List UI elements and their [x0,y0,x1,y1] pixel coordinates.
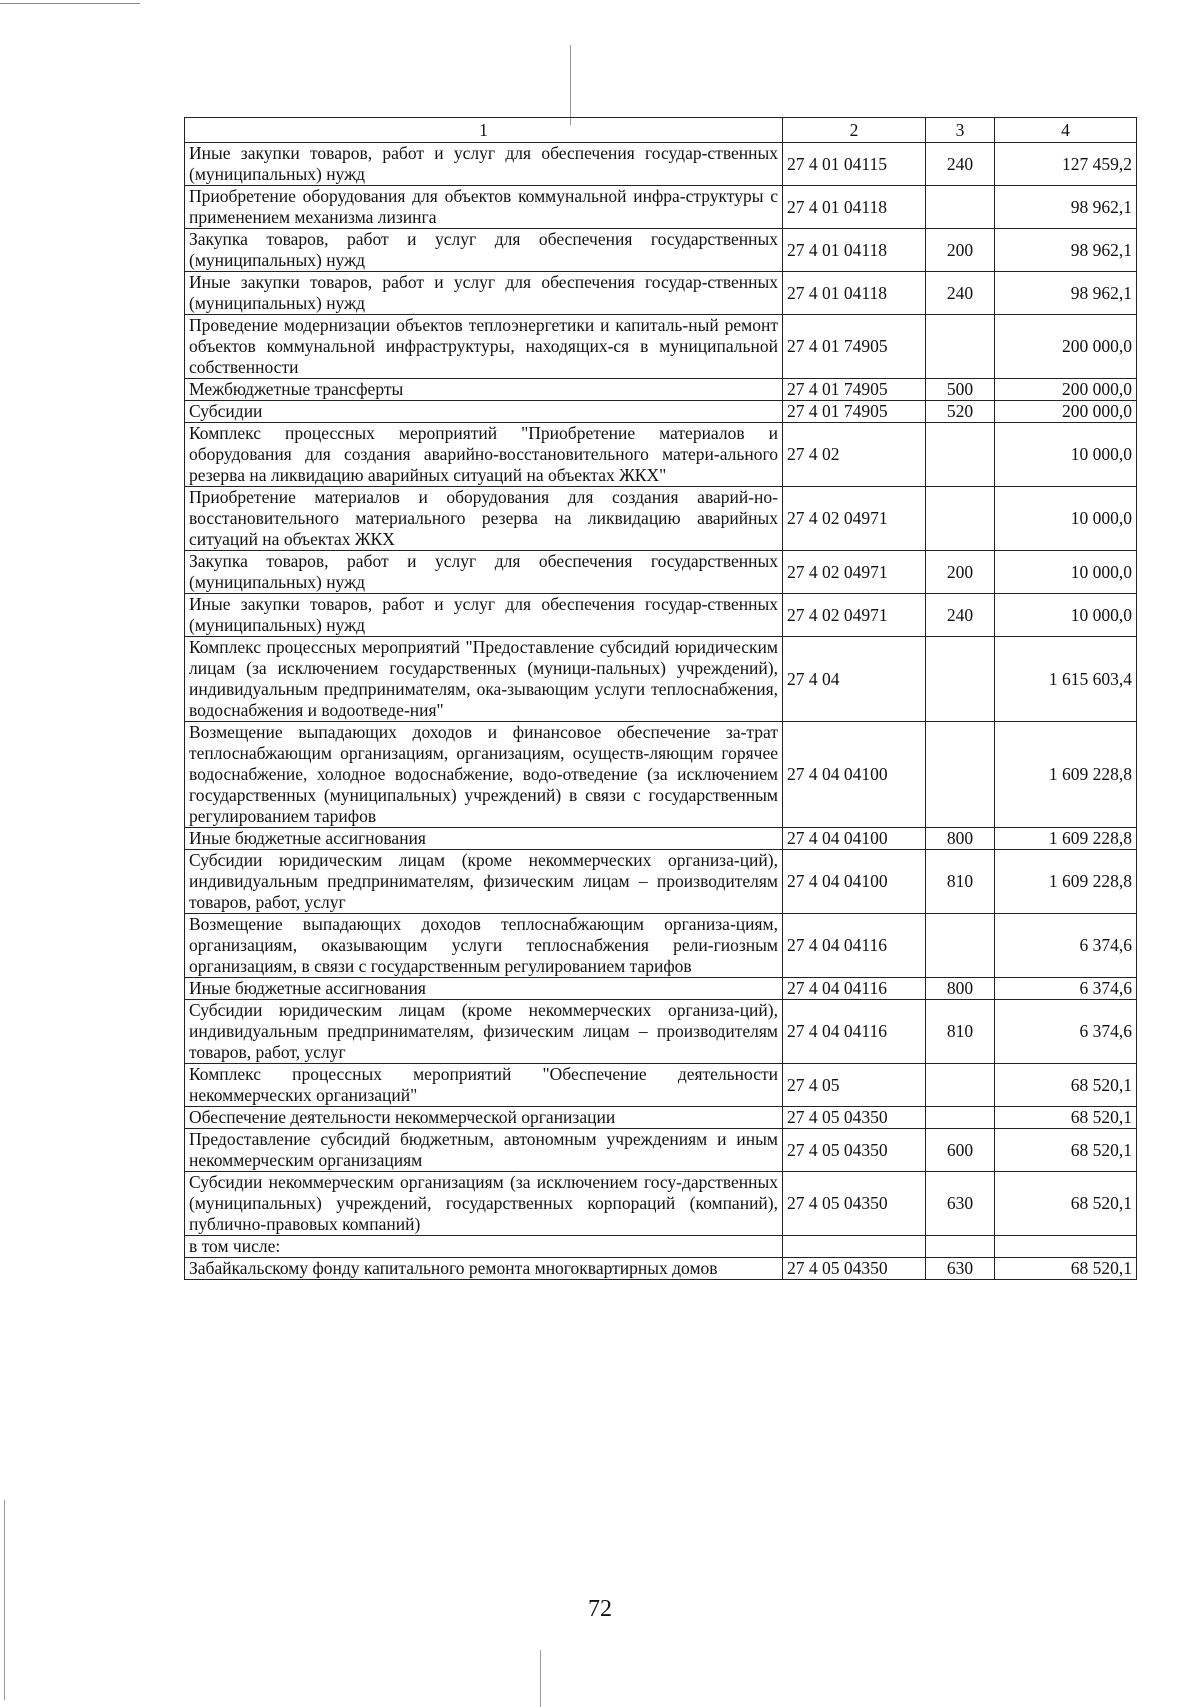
row-name-cell: Иные бюджетные ассигнования [185,978,783,1000]
row-type-cell: 200 [926,229,995,272]
table-row [185,487,1137,551]
row-sum-cell [995,1236,1137,1258]
row-type-cell: 240 [926,143,995,186]
row-sum-cell: 6 374,6 [995,1000,1137,1064]
row-name-cell: Забайкальскому фонду капитального ремонта многоквартирных домов [185,1258,783,1280]
row-sum-cell: 200 000,0 [995,379,1137,401]
row-type-cell [926,637,995,722]
row-code-cell: 27 4 05 04350 [783,1129,926,1172]
row-code-cell: 27 4 02 04971 [783,594,926,637]
row-code-cell: 27 4 05 [783,1064,926,1107]
table-row [185,143,1137,186]
row-name-cell: Комплекс процессных мероприятий "Приобретение материалов и оборудования для создания аварийно-восстановительного матери-ального резерва на ликвидацию аварийных ситуаций на объектах ЖКХ" [185,423,783,487]
row-sum-cell: 200 000,0 [995,401,1137,423]
row-code-cell: 27 4 02 [783,423,926,487]
row-sum-cell: 68 520,1 [995,1129,1137,1172]
row-sum-cell: 1 609 228,8 [995,722,1137,828]
row-type-cell: 500 [926,379,995,401]
row-code-cell: 27 4 04 [783,637,926,722]
row-type-cell: 630 [926,1258,995,1280]
row-code-cell [783,1236,926,1258]
row-name-cell: Иные бюджетные ассигнования [185,828,783,850]
table-row [185,978,1137,1000]
row-sum-cell: 1 609 228,8 [995,850,1137,914]
row-type-cell: 520 [926,401,995,423]
row-code-cell: 27 4 02 04971 [783,487,926,551]
header-col-3: 3 [926,118,995,143]
row-name-cell: Субсидии некоммерческим организациям (за исключением госу-дарственных (муниципальных) учреждений, государственных корпораций (компаний), публично-правовых компаний) [185,1172,783,1236]
row-sum-cell: 68 520,1 [995,1064,1137,1107]
row-name-cell: Межбюджетные трансферты [185,379,783,401]
table-row [185,379,1137,401]
row-code-cell: 27 4 05 04350 [783,1107,926,1129]
row-name-cell: Возмещение выпадающих доходов теплоснабжающим организа-циям, организациям, оказывающим услуги теплоснабжения рели-гиозным организациям, в связи с государственным регулированием тарифов [185,914,783,978]
header-col-1: 1 [185,118,783,143]
row-type-cell: 600 [926,1129,995,1172]
row-sum-cell: 98 962,1 [995,272,1137,315]
row-sum-cell: 6 374,6 [995,914,1137,978]
table-row [185,1000,1137,1064]
row-sum-cell: 1 609 228,8 [995,828,1137,850]
page-number: 72 [588,1596,612,1622]
scan-artifact [570,45,571,125]
row-type-cell: 200 [926,551,995,594]
header-col-4: 4 [995,118,1137,143]
row-type-cell: 810 [926,850,995,914]
row-name-cell: Комплекс процессных мероприятий "Предоставление субсидий юридическим лицам (за исключением государственных (муници-пальных) учреждений), индивидуальным предпринимателям, ока-зывающим услуги теплоснабжения, водоснабжения и водоотведе-ния" [185,637,783,722]
row-code-cell: 27 4 01 74905 [783,315,926,379]
row-type-cell: 630 [926,1172,995,1236]
table-row [185,850,1137,914]
row-sum-cell: 68 520,1 [995,1258,1137,1280]
row-sum-cell: 6 374,6 [995,978,1137,1000]
row-code-cell: 27 4 01 04118 [783,186,926,229]
row-code-cell: 27 4 01 74905 [783,401,926,423]
row-type-cell [926,423,995,487]
row-type-cell [926,1107,995,1129]
table-row [185,1258,1137,1280]
row-name-cell: Иные закупки товаров, работ и услуг для обеспечения государ-ственных (муниципальных) нужд [185,594,783,637]
row-sum-cell: 200 000,0 [995,315,1137,379]
row-name-cell: в том числе: [185,1236,783,1258]
row-name-cell: Субсидии юридическим лицам (кроме некоммерческих организа-ций), индивидуальным предпринимателям, физическим лицам – производителям товаров, работ, услуг [185,1000,783,1064]
table-row [185,229,1137,272]
row-sum-cell: 10 000,0 [995,594,1137,637]
table-header-row [185,118,1137,143]
row-type-cell [926,722,995,828]
row-name-cell: Субсидии [185,401,783,423]
row-type-cell [926,1064,995,1107]
row-sum-cell: 10 000,0 [995,423,1137,487]
row-name-cell: Предоставление субсидий бюджетным, автономным учреждениям и иным некоммерческим организациям [185,1129,783,1172]
row-code-cell: 27 4 02 04971 [783,551,926,594]
table-row [185,1236,1137,1258]
row-sum-cell: 10 000,0 [995,487,1137,551]
row-sum-cell: 68 520,1 [995,1172,1137,1236]
row-sum-cell: 98 962,1 [995,229,1137,272]
row-type-cell: 800 [926,978,995,1000]
row-name-cell: Иные закупки товаров, работ и услуг для обеспечения государ-ственных (муниципальных) нужд [185,143,783,186]
table-row [185,423,1137,487]
row-sum-cell: 98 962,1 [995,186,1137,229]
table-row [185,1172,1137,1236]
row-type-cell [926,487,995,551]
budget-table [184,117,1137,1280]
budget-table-body [185,118,1137,1280]
row-name-cell: Закупка товаров, работ и услуг для обеспечения государственных (муниципальных) нужд [185,229,783,272]
row-name-cell: Приобретение оборудования для объектов коммунальной инфра-структуры с применением механизма лизинга [185,186,783,229]
row-sum-cell: 1 615 603,4 [995,637,1137,722]
scan-artifact [0,3,140,4]
table-row [185,914,1137,978]
table-row [185,186,1137,229]
row-type-cell [926,1236,995,1258]
row-code-cell: 27 4 04 04100 [783,828,926,850]
row-code-cell: 27 4 01 04115 [783,143,926,186]
row-code-cell: 27 4 01 04118 [783,229,926,272]
row-code-cell: 27 4 04 04116 [783,978,926,1000]
table-row [185,315,1137,379]
row-type-cell: 240 [926,594,995,637]
row-code-cell: 27 4 04 04116 [783,914,926,978]
row-code-cell: 27 4 04 04100 [783,850,926,914]
table-row [185,272,1137,315]
header-col-2: 2 [783,118,926,143]
row-code-cell: 27 4 04 04116 [783,1000,926,1064]
table-row [185,1107,1137,1129]
row-code-cell: 27 4 01 04118 [783,272,926,315]
row-type-cell [926,315,995,379]
row-name-cell: Возмещение выпадающих доходов и финансовое обеспечение за-трат теплоснабжающим организациям, организациям, осуществ-ляющим горячее водоснабжение, холодное водоснабжение, водо-отведение (за исключением государственных (муниципальных) учреждений) в связи с государственным регулированием тарифов [185,722,783,828]
row-code-cell: 27 4 01 74905 [783,379,926,401]
table-row [185,594,1137,637]
row-type-cell: 810 [926,1000,995,1064]
table-row [185,828,1137,850]
table-row [185,637,1137,722]
row-name-cell: Закупка товаров, работ и услуг для обеспечения государственных (муниципальных) нужд [185,551,783,594]
row-code-cell: 27 4 04 04100 [783,722,926,828]
row-name-cell: Проведение модернизации объектов теплоэнергетики и капиталь-ный ремонт объектов коммунальной инфраструктуры, находящих-ся в муниципальной собственности [185,315,783,379]
row-type-cell: 800 [926,828,995,850]
row-type-cell: 240 [926,272,995,315]
row-sum-cell: 68 520,1 [995,1107,1137,1129]
row-sum-cell: 10 000,0 [995,551,1137,594]
table-row [185,401,1137,423]
row-name-cell: Иные закупки товаров, работ и услуг для обеспечения государ-ственных (муниципальных) нужд [185,272,783,315]
table-row [185,551,1137,594]
row-name-cell: Приобретение материалов и оборудования для создания аварий-но-восстановительного материального резерва на ликвидацию аварийных ситуаций на объектах ЖКХ [185,487,783,551]
row-name-cell: Обеспечение деятельности некоммерческой организации [185,1107,783,1129]
row-name-cell: Комплекс процессных мероприятий "Обеспечение деятельности некоммерческих организаций" [185,1064,783,1107]
row-name-cell: Субсидии юридическим лицам (кроме некоммерческих организа-ций), индивидуальным предпринимателям, физическим лицам – производителям товаров, работ, услуг [185,850,783,914]
row-type-cell [926,914,995,978]
table-row [185,1064,1137,1107]
table-row [185,722,1137,828]
table-row [185,1129,1137,1172]
row-code-cell: 27 4 05 04350 [783,1172,926,1236]
row-code-cell: 27 4 05 04350 [783,1258,926,1280]
scan-artifact [540,1650,541,1707]
row-sum-cell: 127 459,2 [995,143,1137,186]
row-type-cell [926,186,995,229]
